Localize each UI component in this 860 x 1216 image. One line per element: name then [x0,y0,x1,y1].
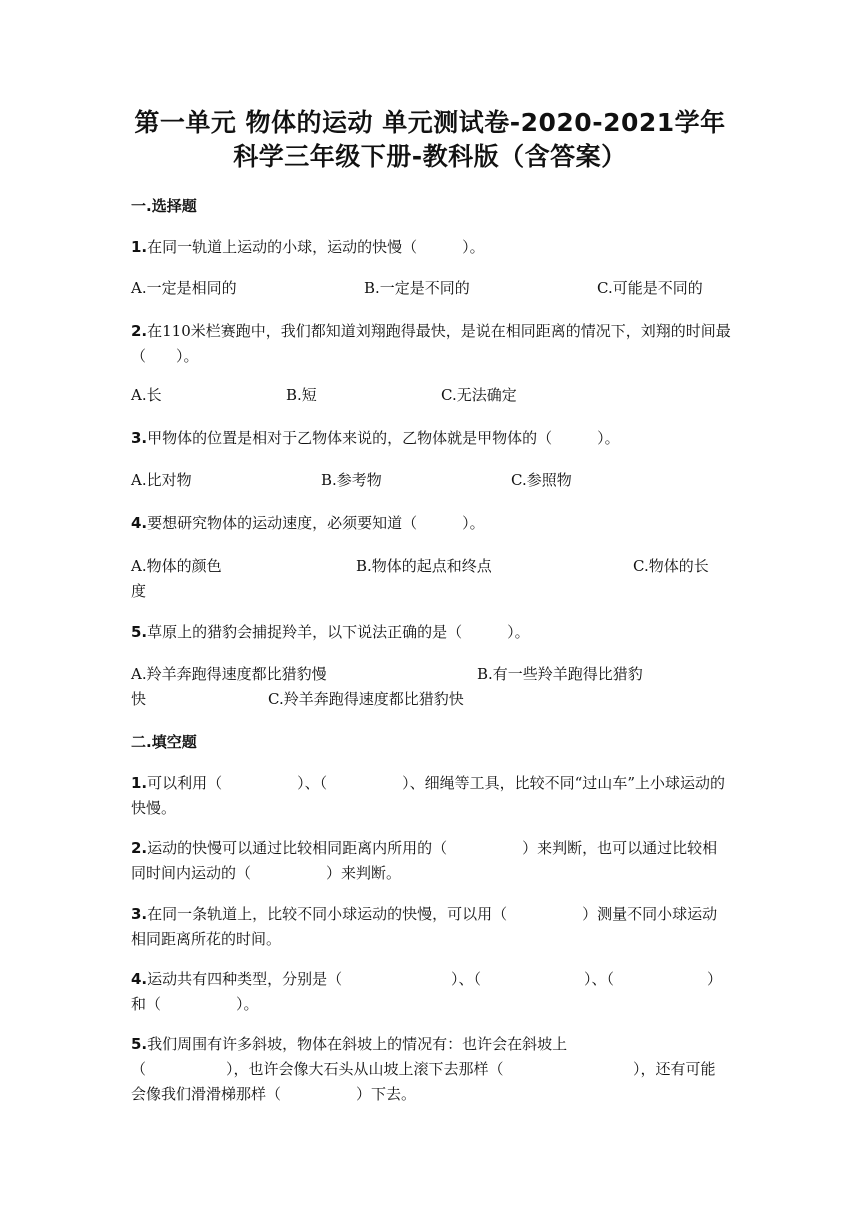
question-text-part-1 [131,967,342,992]
question-text-part-3: ），还有可能 [633,1060,716,1078]
fill-question-5-line-3 [131,1082,731,1107]
question-text: 要想研究物体的运动速度，必须要知道（ ）。 [147,514,485,532]
choice-question-1 [131,235,731,260]
fill-question-4-line-1 [131,967,731,992]
question-number: 1. [131,774,148,792]
option-c[interactable]: C.无法确定 [441,386,517,404]
choice-options-4 [131,554,731,604]
fill-question-3 [131,902,731,952]
question-text: 运动的快慢可以通过比较相同距离内所用的（ ）来判断，也可以通过比较相同时间内运动的（ ）来判断。 [131,839,718,882]
question-text: 在同一条轨道上，比较不同小球运动的快慢，可以用（ ）测量不同小球运动相同距离所花的时间。 [131,905,718,948]
section-heading-choice: 一.选择题 [131,197,197,215]
option-c[interactable]: C.物体的长 [633,557,709,575]
question-number: 4. [131,970,148,988]
question-text-part-3: ）、（ [584,970,615,988]
option-b[interactable]: B.参考物 [321,471,382,489]
question-text: 甲物体的位置是相对于乙物体来说的，乙物体就是甲物体的（ ）。 [147,429,620,447]
question-text-part-2: ），也许会像大石头从山坡上滚下去那样（ [226,1060,504,1078]
fill-question-1 [131,771,731,821]
question-text: 和（ ）。 [131,995,259,1013]
question-text: 可以利用（ ）、（ ）、细绳等工具，比较不同“过山车”上小球运动的快慢。 [131,774,725,817]
page-title-line-2: 科学三年级下册-教科版（含答案） [233,142,627,171]
option-b[interactable]: B.有一些羚羊跑得比猎豹 [477,665,643,683]
question-number: 3. [131,905,148,923]
fill-question-4-line-2 [131,992,731,1017]
choice-options-3 [131,468,731,493]
option-c[interactable]: C.参照物 [511,471,572,489]
option-b[interactable]: B.物体的起点和终点 [356,557,492,575]
option-a[interactable]: A.长 [131,386,162,404]
question-text-part-4: ） [707,970,723,988]
option-a[interactable]: A.羚羊奔跑得速度都比猎豹慢 [131,665,327,683]
choice-question-5 [131,620,731,645]
choice-options-2 [131,383,731,408]
choice-options-5 [131,662,731,712]
fill-question-5-line-1 [131,1032,731,1057]
question-text: 我们周围有许多斜坡，物体在斜坡上的情况有：也许会在斜坡上 [147,1035,568,1053]
question-text: 在110米栏赛跑中，我们都知道刘翔跑得最快，是说在相同距离的情况下，刘翔的时间最（ ）。 [131,322,731,365]
choice-question-2 [131,319,731,369]
question-number: 5. [131,623,148,641]
option-c[interactable]: C.羚羊奔跑得速度都比猎豹快 [268,690,464,708]
page-title-line-1: 第一单元 物体的运动 单元测试卷-2020-2021学年 [134,108,726,137]
choice-question-3 [131,426,731,451]
question-text: 会像我们滑滑梯那样（ ）下去。 [131,1085,417,1103]
question-text: 在同一轨道上运动的小球，运动的快慢（ ）。 [147,238,485,256]
question-number: 2. [131,839,148,857]
question-text: 草原上的猎豹会捕捉羚羊，以下说法正确的是（ ）。 [147,623,530,641]
question-number: 2. [131,322,148,340]
choice-question-4 [131,511,731,536]
option-c-wrap[interactable]: 度 [131,582,147,600]
option-c[interactable]: C.可能是不同的 [597,279,703,297]
question-text-part-1 [131,1032,567,1057]
question-number: 5. [131,1035,148,1053]
question-text-part-1: （ [131,1060,147,1078]
option-a[interactable]: A.物体的颜色 [131,557,222,575]
option-b[interactable]: B.短 [286,386,317,404]
question-number: 1. [131,238,148,256]
option-a[interactable]: A.比对物 [131,471,192,489]
question-text: 运动共有四种类型，分别是（ [147,970,343,988]
fill-question-5-line-2 [131,1057,731,1082]
question-text-part-2: ）、（ [451,970,482,988]
option-b-wrap[interactable]: 快 [131,690,147,708]
fill-question-2 [131,836,731,886]
choice-options-1 [131,276,731,301]
option-a[interactable]: A.一定是相同的 [131,279,237,297]
section-heading-fill: 二.填空题 [131,733,197,751]
question-number: 4. [131,514,148,532]
question-number: 3. [131,429,148,447]
option-b[interactable]: B.一定是不同的 [364,279,470,297]
